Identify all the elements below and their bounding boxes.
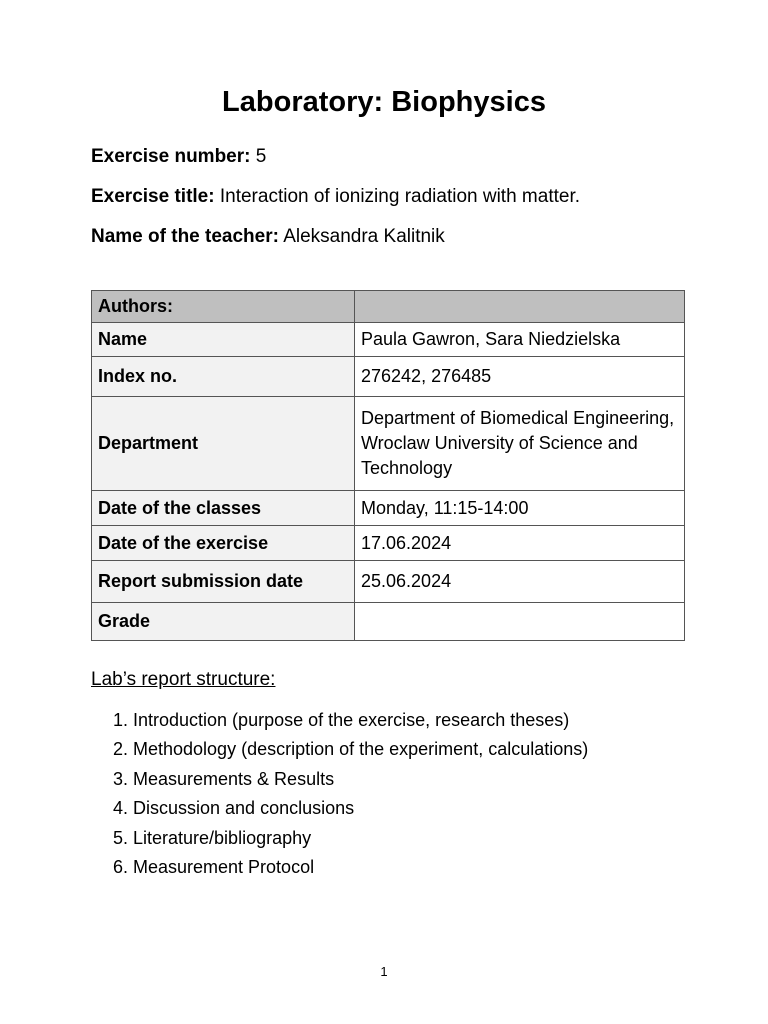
exercise-title-value: Interaction of ionizing radiation with matter.: [219, 186, 580, 207]
date-classes-value-cell: Monday, 11:15-14:00: [355, 491, 685, 526]
submission-date-key-cell: Report submission date: [92, 561, 355, 603]
list-item: 2. Methodology (description of the experiment, calculations): [133, 735, 588, 764]
page-number: 1: [380, 964, 388, 979]
name-key-cell: Name: [92, 323, 355, 357]
table-row: [92, 357, 685, 397]
report-structure-heading: Lab’s report structure:: [91, 669, 276, 690]
grade-value-cell: [355, 603, 685, 641]
date-exercise-value-cell: 17.06.2024: [355, 526, 685, 561]
name-value-cell: Paula Gawron, Sara Niedzielska: [355, 323, 685, 357]
date-classes-key-cell: Date of the classes: [92, 491, 355, 526]
table-row: [92, 397, 685, 491]
department-value-cell: Department of Biomedical Engineering, Wroclaw University of Science and Technology: [355, 397, 685, 491]
exercise-number-field: [91, 146, 266, 168]
page-title: Laboratory: Biophysics: [222, 86, 546, 118]
authors-table: [91, 290, 685, 641]
exercise-title-field: [91, 186, 580, 208]
exercise-title-label: Exercise title:: [91, 186, 215, 207]
submission-date-value-cell: 25.06.2024: [355, 561, 685, 603]
report-structure-list: [91, 706, 588, 882]
teacher-name-value: Aleksandra Kalitnik: [283, 226, 445, 247]
authors-header-value-cell: [355, 291, 685, 323]
grade-key-cell: Grade: [92, 603, 355, 641]
teacher-name-field: [91, 226, 445, 248]
date-exercise-key-cell: Date of the exercise: [92, 526, 355, 561]
list-item: 1. Introduction (purpose of the exercise, research theses): [133, 706, 588, 735]
table-row: [92, 561, 685, 603]
table-row: [92, 526, 685, 561]
authors-header-cell: Authors:: [92, 291, 355, 323]
table-row: [92, 323, 685, 357]
list-item: 5. Literature/bibliography: [133, 824, 588, 853]
exercise-number-value: 5: [255, 146, 267, 167]
list-item: 4. Discussion and conclusions: [133, 794, 588, 823]
table-header-row: [92, 291, 685, 323]
table-row: [92, 491, 685, 526]
exercise-number-label: Exercise number:: [91, 146, 251, 167]
teacher-name-label: Name of the teacher:: [91, 226, 279, 247]
table-row: [92, 603, 685, 641]
list-item: 6. Measurement Protocol: [133, 853, 588, 882]
department-key-cell: Department: [92, 397, 355, 491]
index-value-cell: 276242, 276485: [355, 357, 685, 397]
list-item: 3. Measurements & Results: [133, 765, 588, 794]
index-key-cell: Index no.: [92, 357, 355, 397]
